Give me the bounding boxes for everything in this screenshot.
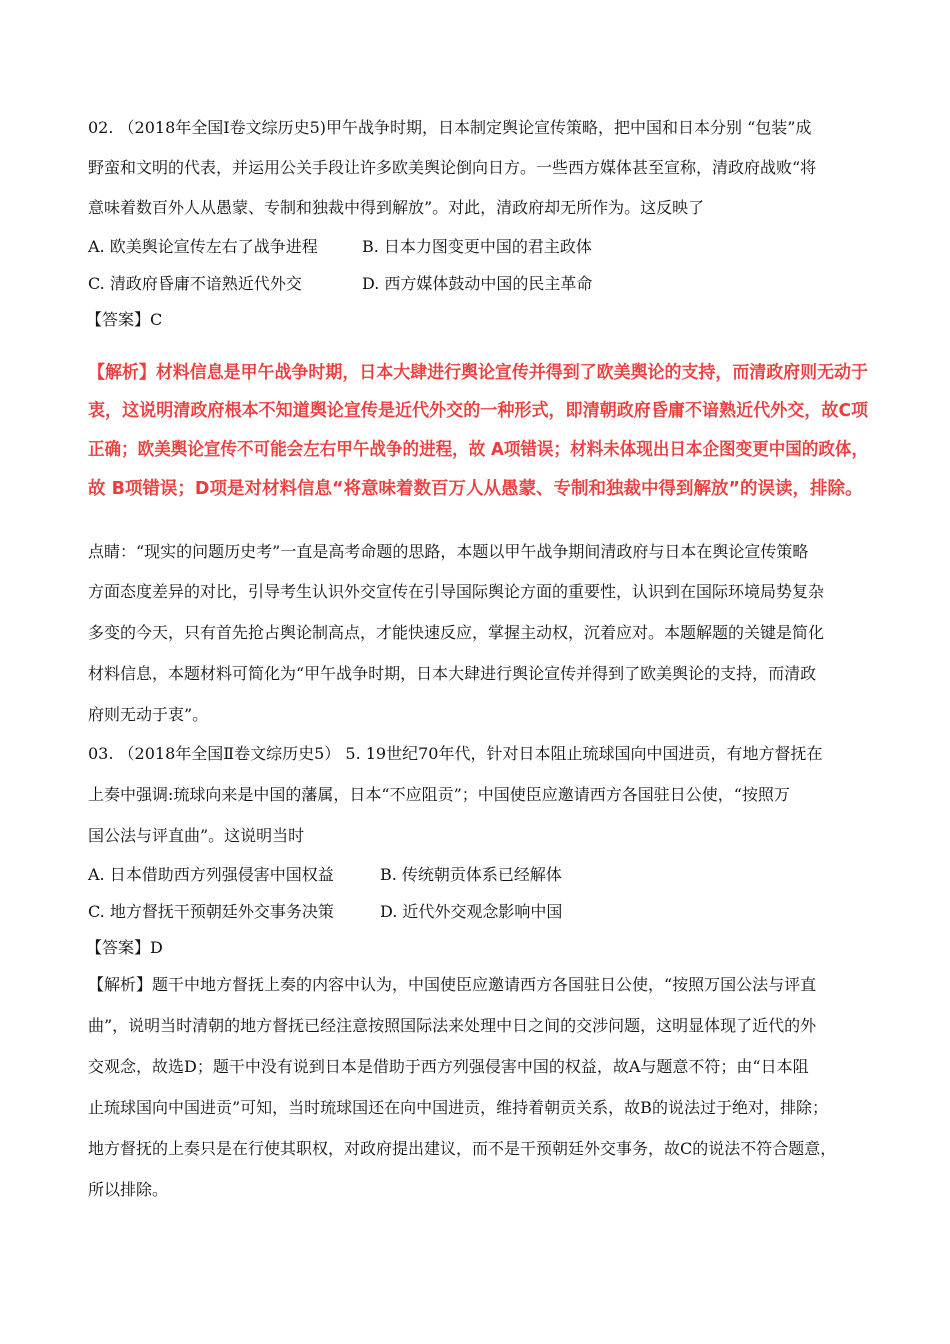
q02-analysis-line-3: 正确；欧美舆论宣传不可能会左右甲午战争的进程，故 A项错误；材料未体现出日本企图变更中国的政体， (88, 440, 869, 460)
q03-analysis-line-5: 地方督抚的上奏只是在行使其职权，对政府提出建议，而不是干预朝廷外交事务，故C的说法不符合题意， (88, 1139, 837, 1158)
q03-stem-line-1: 03. （2018年全国Ⅱ卷文综历史5） 5. 19世纪70年代，针对日本阻止琉球国向中国进贡，有地方督抚在 (88, 744, 823, 763)
q03-answer: 【答案】D (86, 938, 163, 957)
q03-analysis-line-3: 交观念，故选D；题干中没有说到日本是借助于西方列强侵害中国的权益，故A与题意不符；由“日本阻 (88, 1057, 809, 1076)
q03-stem-line-2: 上奏中强调:琉球向来是中国的藩属，日本“不应阻贡”；中国使臣应邀请西方各国驻日公使，“按照万 (88, 785, 790, 804)
q02-analysis-line-1: 【解析】材料信息是甲午战争时期，日本大肆进行舆论宣传并得到了欧美舆论的支持，而清政府则无动于 (88, 363, 868, 383)
q03-analysis-line-4: 止琉球国向中国进贡”可知，当时琉球国还在向中国进贡，维持着朝贡关系，故B的说法过于绝对，排除； (88, 1098, 828, 1117)
q03-analysis-line-2: 曲”，说明当时清朝的地方督抚已经注意按照国际法来处理中日之间的交涉问题，这明显体现了近代的外 (88, 1016, 817, 1035)
q02-stem-line-2: 野蛮和文明的代表，并运用公关手段让许多欧美舆论倒向日方。一些西方媒体甚至宣称，清政府战败“将 (88, 158, 817, 177)
q03-option-a: A. 日本借助西方列强侵害中国权益 (88, 865, 334, 884)
q02-stem-line-1: 02. （2018年全国Ⅰ卷文综历史5)甲午战争时期，日本制定舆论宣传策略，把中国和日本分别 “包装”成 (88, 118, 812, 137)
q02-comment-line-3: 多变的今天，只有首先抢占舆论制高点，才能快速反应，掌握主动权，沉着应对。本题解题的关键是简化 (88, 623, 825, 642)
q03-option-d: D. 近代外交观念影响中国 (380, 902, 563, 921)
q02-option-d: D. 西方媒体鼓动中国的民主革命 (362, 274, 593, 293)
q02-option-c: C. 清政府昏庸不谙熟近代外交 (88, 274, 302, 293)
q03-stem-line-3: 国公法与评直曲”。这说明当时 (88, 826, 305, 845)
q02-answer: 【答案】C (86, 310, 163, 329)
q02-analysis-line-4: 故 B项错误；D项是对材料信息“将意味着数百万人从愚蒙、专制和独裁中得到解放”的误读，排除。 (88, 479, 863, 499)
q02-comment-line-4: 材料信息，本题材料可简化为“甲午战争时期，日本大肆进行舆论宣传并得到了欧美舆论的支持，而清政 (88, 664, 817, 683)
q03-option-b: B. 传统朝贡体系已经解体 (380, 865, 562, 884)
q02-option-a: A. 欧美舆论宣传左右了战争进程 (88, 237, 318, 256)
q02-comment-line-1: 点睛：“现实的问题历史考”一直是高考命题的思路，本题以甲午战争期间清政府与日本在舆论宣传策略 (88, 542, 809, 561)
q02-analysis-line-2: 衷，这说明清政府根本不知道舆论宣传是近代外交的一种形式，即清朝政府昏庸不谙熟近代外交，故C项 (88, 401, 869, 421)
q03-option-c: C. 地方督抚干预朝廷外交事务决策 (88, 902, 334, 921)
q03-analysis-line-1: 【解析】题干中地方督抚上奏的内容中认为，中国使臣应邀请西方各国驻日公使，“按照万国公法与评直 (88, 975, 817, 994)
q02-comment-line-2: 方面态度差异的对比，引导考生认识外交宣传在引导国际舆论方面的重要性，认识到在国际环境局势复杂 (88, 582, 825, 601)
q02-stem-line-3: 意味着数百外人从愚蒙、专制和独裁中得到解放”。对此，清政府却无所作为。这反映了 (88, 198, 705, 217)
q02-option-b: B. 日本力图变更中国的君主政体 (362, 237, 592, 256)
q03-analysis-line-6: 所以排除。 (88, 1180, 169, 1199)
q02-comment-line-5: 府则无动于衷”。 (88, 705, 209, 724)
